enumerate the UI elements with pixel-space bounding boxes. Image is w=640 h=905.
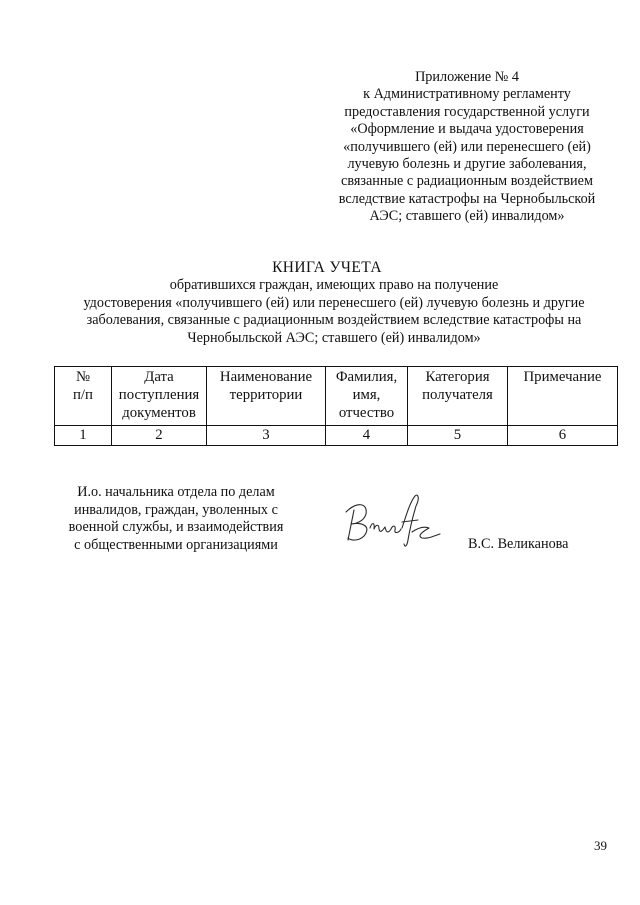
column-number-cell: 5 (408, 426, 508, 446)
signer-position-line: И.о. начальника отдела по делам (77, 484, 275, 500)
appendix-line: связанные с радиационным воздействием (341, 173, 593, 190)
appendix-line: предоставления государственной услуги (344, 103, 590, 120)
column-number-cell: 4 (326, 426, 408, 446)
header-full-name: Фамилия, имя, отчество (326, 367, 408, 426)
appendix-line: «Оформление и выдача удостоверения (350, 121, 584, 138)
table-row (55, 426, 618, 446)
header-number: № п/п (55, 367, 112, 426)
table-header-row (55, 367, 618, 426)
column-number-cell: 1 (55, 426, 112, 446)
appendix-header (322, 69, 612, 226)
appendix-line: вследствие катастрофы на Чернобыльской (338, 190, 596, 207)
header-territory: Наименование территории (207, 367, 326, 426)
appendix-line: лучевую болезнь и другие заболевания, (347, 156, 587, 173)
subtitle-line: удостоверения «получившего (ей) или перенесшего (ей) лучевую болезнь и другие (83, 294, 585, 311)
book-subtitle (40, 277, 628, 347)
signer-position (52, 484, 300, 554)
signer-position-line: с общественными организациями (74, 536, 278, 553)
appendix-line: «получившего (ей) или перенесшего (ей) (343, 138, 591, 155)
signer-name: В.С. Великанова (468, 536, 569, 552)
header-note: Примечание (508, 367, 618, 426)
header-category: Категория получателя (408, 367, 508, 426)
signer-position-line: инвалидов, граждан, уволенных с (74, 501, 278, 518)
subtitle-line: обратившихся граждан, имеющих право на получение (169, 277, 499, 293)
column-number-cell: 6 (508, 426, 618, 446)
column-number-cell: 2 (112, 426, 207, 446)
handwritten-signature (342, 492, 446, 550)
book-title: КНИГА УЧЕТА (272, 259, 382, 276)
subtitle-line: Чернобыльской АЭС; ставшего (ей) инвалидом» (187, 329, 481, 346)
column-number-cell: 3 (207, 426, 326, 446)
subtitle-line: заболевания, связанные с радиационным воздействием вследствие катастрофы на (86, 312, 582, 329)
header-date: Дата поступления документов (112, 367, 207, 426)
page-number: 39 (594, 838, 607, 853)
appendix-line: к Административному регламенту (363, 86, 571, 103)
appendix-line: АЭС; ставшего (ей) инвалидом» (369, 208, 565, 225)
register-table (54, 366, 618, 446)
appendix-line: Приложение № 4 (415, 69, 519, 85)
signer-position-line: военной службы, и взаимодействия (68, 519, 284, 535)
